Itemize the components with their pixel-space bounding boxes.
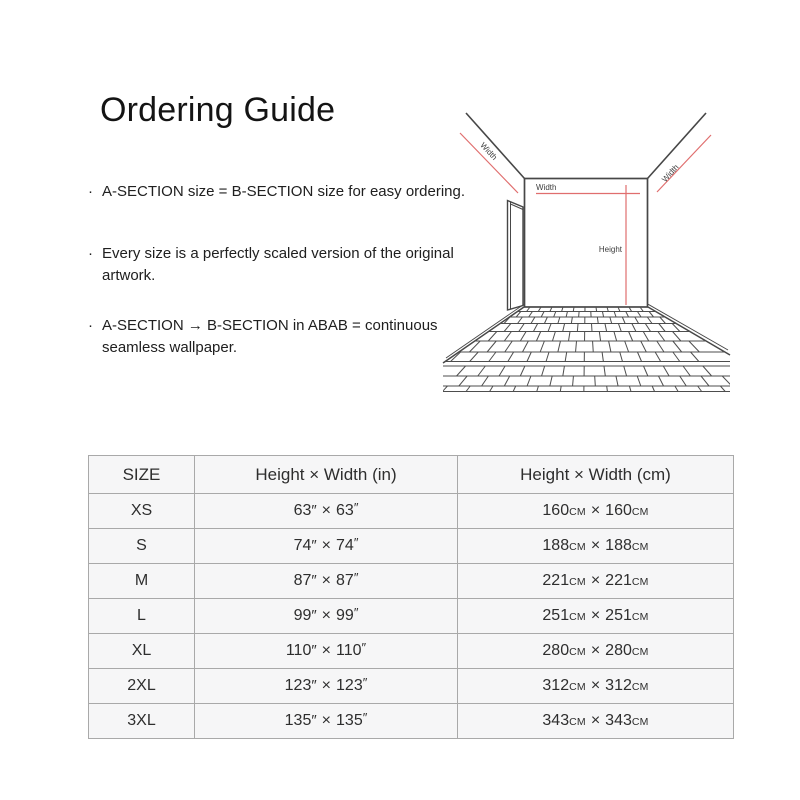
times-sign: × — [590, 677, 601, 694]
inch-width-value: 123 — [336, 677, 363, 694]
cell-cm — [458, 529, 734, 564]
cm-unit: CM — [569, 541, 586, 553]
cm-height-value: 188 — [542, 537, 570, 554]
table-row — [89, 529, 734, 564]
dimension-line-width-left — [460, 133, 518, 193]
floor-edge-right-inner — [648, 304, 728, 350]
inch-height-value: 110 — [285, 642, 312, 659]
cell-size: S — [89, 529, 195, 564]
width-right-label: Width — [660, 162, 681, 184]
inch-height-value: 135 — [284, 712, 312, 729]
cm-width-value: 251 — [605, 607, 632, 624]
cm-unit: CM — [631, 541, 649, 553]
cm-unit: CM — [631, 506, 649, 518]
table-row — [89, 634, 734, 669]
inch-mark: ″ — [311, 502, 317, 519]
inch-mark: ″ — [311, 677, 317, 694]
table-row — [89, 669, 734, 704]
cell-size: XL — [89, 634, 195, 669]
cm-unit: CM — [631, 611, 649, 623]
cm-unit: CM — [569, 681, 586, 693]
cell-inches — [195, 564, 458, 599]
size-table — [88, 455, 734, 739]
cm-unit: CM — [569, 576, 586, 588]
cm-unit: CM — [631, 576, 649, 588]
cell-cm — [458, 599, 734, 634]
bullet-marker: · — [88, 317, 93, 334]
cm-unit: CM — [569, 716, 586, 728]
cell-size: XS — [89, 494, 195, 529]
bullet-text-line: Every size is a perfectly scaled version of the original — [102, 245, 454, 262]
inch-mark: ″ — [311, 642, 317, 659]
inch-height-value: 87 — [293, 572, 312, 589]
times-sign: × — [321, 607, 332, 624]
cell-inches — [195, 599, 458, 634]
cell-size: M — [89, 564, 195, 599]
table-row — [89, 704, 734, 739]
cell-cm — [458, 494, 734, 529]
cm-unit: CM — [631, 681, 649, 693]
cm-width-value: 160 — [605, 502, 632, 519]
times-sign: × — [590, 502, 601, 519]
cm-height-value: 221 — [542, 572, 570, 589]
inch-height-value: 74 — [293, 537, 312, 554]
size-table-header-row — [89, 456, 734, 494]
times-sign: × — [321, 712, 332, 729]
times-sign: × — [590, 572, 601, 589]
cm-unit: CM — [569, 646, 586, 658]
times-sign: × — [321, 537, 332, 554]
inch-mark: ″ — [311, 537, 317, 554]
inch-mark: ″ — [362, 675, 368, 690]
room-illustration — [440, 105, 732, 395]
bullet-text-line: A-SECTION size = B-SECTION size for easy ordering. — [102, 183, 466, 200]
inch-mark: ″ — [361, 640, 367, 655]
cm-height-value: 312 — [542, 677, 570, 694]
cm-width-value: 221 — [605, 572, 632, 589]
times-sign: × — [321, 677, 332, 694]
inch-height-value: 99 — [293, 607, 312, 624]
bullet-item — [88, 315, 438, 359]
cm-unit: CM — [569, 611, 586, 623]
cm-width-value: 188 — [605, 537, 632, 554]
inch-width-value: 99 — [336, 607, 354, 624]
cm-unit: CM — [631, 646, 649, 658]
cell-inches — [195, 704, 458, 739]
inch-mark: ″ — [353, 605, 359, 620]
table-row — [89, 564, 734, 599]
cell-cm — [458, 634, 734, 669]
bullet-marker: · — [88, 183, 93, 200]
cell-size: 3XL — [89, 704, 195, 739]
bullet-text-line: seamless wallpaper. — [102, 339, 238, 356]
bullet-item — [88, 181, 465, 203]
inch-mark: ″ — [353, 535, 359, 550]
cm-unit: CM — [569, 506, 586, 518]
cell-cm — [458, 704, 734, 739]
inch-width-value: 135 — [336, 712, 363, 729]
cm-width-value: 280 — [605, 642, 632, 659]
cm-height-value: 280 — [542, 642, 570, 659]
cell-size: 2XL — [89, 669, 195, 704]
inch-mark: ″ — [353, 570, 359, 585]
bullet-marker: · — [88, 245, 93, 262]
inch-mark: ″ — [353, 500, 359, 515]
inch-width-value: 74 — [336, 537, 354, 554]
inch-mark: ″ — [311, 607, 317, 624]
cell-inches — [195, 529, 458, 564]
cm-unit: CM — [631, 716, 649, 728]
inch-height-value: 123 — [284, 677, 312, 694]
times-sign: × — [590, 537, 601, 554]
bullet-item — [88, 243, 454, 287]
cell-size: L — [89, 599, 195, 634]
back-wall — [525, 179, 648, 308]
bullet-text-line: A-SECTION → B-SECTION in ABAB = continuous — [102, 317, 438, 334]
times-sign: × — [321, 642, 332, 659]
cm-width-value: 343 — [605, 712, 632, 729]
cm-height-value: 160 — [542, 502, 570, 519]
times-sign: × — [590, 712, 601, 729]
inch-mark: ″ — [311, 572, 317, 589]
times-sign: × — [590, 642, 601, 659]
bullet-text-line: artwork. — [102, 267, 156, 284]
inch-width-value: 63 — [336, 502, 354, 519]
width-left-label: Width — [478, 140, 499, 162]
inch-height-value: 63 — [293, 502, 312, 519]
times-sign: × — [321, 502, 332, 519]
cell-cm — [458, 564, 734, 599]
cell-inches — [195, 669, 458, 704]
width-back-label: Width — [536, 183, 557, 192]
height-label: Height — [598, 245, 622, 254]
inch-mark: ″ — [311, 712, 317, 729]
inch-mark: ″ — [362, 710, 368, 725]
floor-planks — [442, 307, 731, 392]
times-sign: × — [321, 572, 332, 589]
cm-height-value: 251 — [542, 607, 570, 624]
header-size: SIZE — [89, 456, 195, 494]
table-row — [89, 599, 734, 634]
cell-inches — [195, 634, 458, 669]
table-row — [89, 494, 734, 529]
door — [508, 201, 524, 311]
page-title: Ordering Guide — [100, 91, 336, 129]
inch-width-value: 110 — [336, 642, 362, 659]
cell-cm — [458, 669, 734, 704]
header-cm: Height × Width (cm) — [458, 456, 734, 494]
inch-width-value: 87 — [336, 572, 354, 589]
times-sign: × — [590, 607, 601, 624]
cm-width-value: 312 — [605, 677, 632, 694]
header-inches: Height × Width (in) — [195, 456, 458, 494]
cell-inches — [195, 494, 458, 529]
cm-height-value: 343 — [542, 712, 570, 729]
